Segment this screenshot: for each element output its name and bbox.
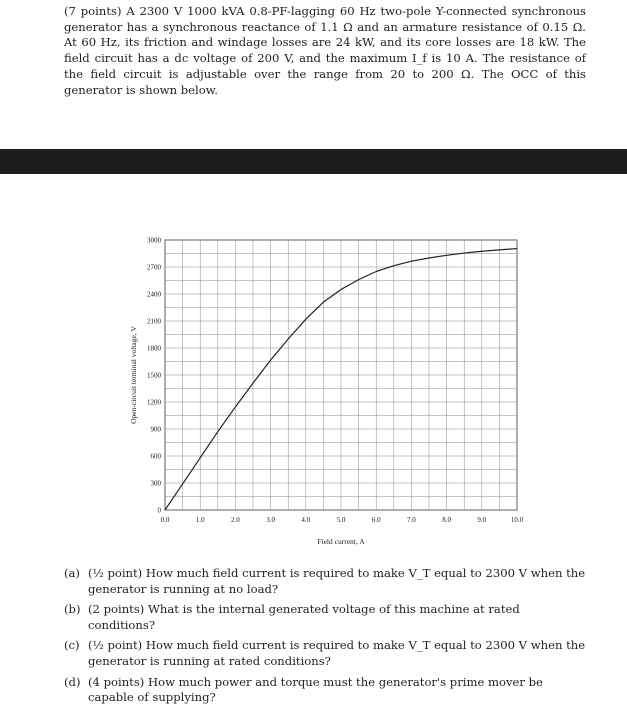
question-label: (d)	[64, 674, 81, 689]
question-text: (½ point) How much field current is required to make V_T equal to 2300 V when the generator is running at no load?	[88, 566, 586, 596]
question-item	[64, 602, 586, 633]
y-tick-label: 600	[150, 452, 161, 461]
question-text: (2 points) What is the internal generated voltage of this machine at rated conditions?	[88, 602, 520, 632]
x-tick-label: 10.0	[510, 516, 524, 524]
question-label: (b)	[64, 602, 81, 617]
question-label: (a)	[64, 566, 80, 580]
x-tick-label: 4.0	[301, 516, 311, 524]
question-item	[64, 638, 586, 669]
y-axis-label: Open-circuit terminal voltage, V	[129, 326, 138, 424]
screenshot-dark-band	[0, 149, 627, 174]
question-text: (4 points) How much power and torque must the generator's prime mover be capable of supplying?	[88, 674, 543, 705]
x-tick-label: 7.0	[407, 516, 416, 524]
question-item	[64, 675, 586, 706]
x-tick-label: 1.0	[195, 516, 205, 524]
x-tick-label: 6.0	[371, 516, 381, 524]
x-tick-label: 0.0	[160, 516, 170, 524]
y-tick-label: 1500	[147, 371, 161, 380]
x-tick-label: 3.0	[266, 516, 275, 524]
x-axis-label: Field current, A	[317, 537, 365, 546]
x-tick-label: 8.0	[442, 516, 451, 524]
y-tick-label: 0	[157, 506, 161, 515]
question-label: (c)	[64, 638, 80, 653]
y-tick-label: 3000	[147, 236, 161, 245]
y-tick-label: 2100	[147, 317, 161, 326]
y-tick-label: 900	[150, 425, 161, 434]
y-tick-label: 300	[150, 479, 161, 488]
y-tick-label: 2400	[147, 290, 161, 299]
question-item	[64, 566, 586, 597]
problem-statement: (7 points) A 2300 V 1000 kVA 0.8-PF-lagging 60 Hz two-pole Y-connected synchronous generator has a synchronous reactance of 1.1 Ω and an armature resistance of 0.15 Ω. At 60 Hz, its friction and windage losses are 24 kW, and its core losses are 18 kW. The field circuit has a dc voltage of 200 V, and the maximum I_f is 10 A. The resistance of the field circuit is adjustable over the range from 20 to 200 Ω. The OCC of this generator is shown below.	[64, 4, 586, 97]
y-tick-label: 1200	[147, 398, 161, 407]
y-tick-label: 1800	[147, 344, 161, 353]
x-tick-label: 5.0	[336, 516, 346, 524]
occ-chart	[120, 232, 540, 550]
grid-lines	[165, 240, 517, 510]
x-tick-label: 2.0	[231, 516, 240, 524]
question-text: (½ point) How much field current is required to make V_T equal to 2300 V when the generator is running at rated conditions?	[88, 638, 586, 668]
x-tick-label: 9.0	[477, 516, 487, 524]
questions-list	[64, 566, 586, 711]
occ-chart-svg	[120, 232, 540, 550]
y-tick-label: 2700	[147, 263, 161, 272]
